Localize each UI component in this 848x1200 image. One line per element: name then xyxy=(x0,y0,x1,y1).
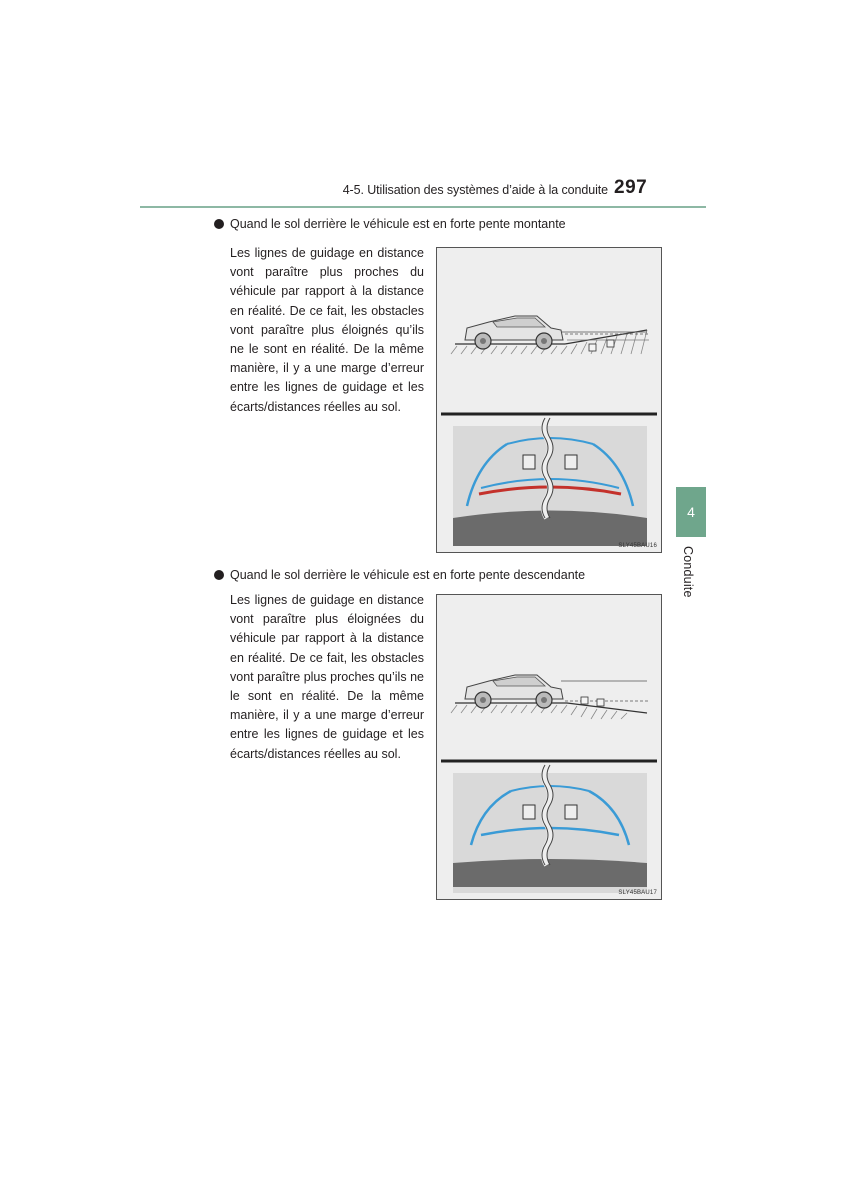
figure-downhill xyxy=(436,594,662,900)
side-view xyxy=(451,675,649,719)
chapter-tab[interactable] xyxy=(676,487,706,537)
chapter-label: Conduite xyxy=(681,546,695,598)
camera-view xyxy=(453,418,647,546)
figure-uphill xyxy=(436,247,662,553)
chapter-number: 4 xyxy=(687,504,695,520)
header-divider xyxy=(140,206,706,208)
figure-code: SLY45BAU17 xyxy=(618,890,657,896)
side-view xyxy=(451,316,649,354)
paragraph-downhill: Les lignes de guidage en distance vont paraître plus éloignées du véhicule par rapport à la distance en réalité. De ce fait, les obstacles vont paraître plus proches qu’ils ne le sont en réalité. De la même manière, il y a une marge d’erreur entre les lignes de guidage et les écarts/distances réelles au sol. xyxy=(230,593,424,761)
page-number: 297 xyxy=(614,177,648,198)
paragraph-uphill: Les lignes de guidage en distance vont paraître plus proches du véhicule par rapport à la distance en réalité. De ce fait, les obstacles vont paraître plus éloignés qu’ils ne le sont en réalité. De la même manière, il y a une marge d’erreur entre les lignes de guidage et les écarts/distances réelles au sol. xyxy=(230,246,424,414)
figure-code: SLY45BAU16 xyxy=(618,543,657,549)
uphill-illustration xyxy=(437,248,661,552)
bullet-uphill xyxy=(214,216,566,232)
bullet-dot-icon xyxy=(214,570,224,580)
camera-view xyxy=(453,765,647,893)
bullet-downhill xyxy=(214,567,585,583)
running-header-title: 4-5. Utilisation des systèmes d’aide à la conduite xyxy=(342,183,608,197)
bullet-dot-icon xyxy=(214,219,224,229)
downhill-illustration xyxy=(437,595,661,899)
bullet-downhill-text: Quand le sol derrière le véhicule est en forte pente descendante xyxy=(230,568,586,582)
bullet-uphill-text: Quand le sol derrière le véhicule est en forte pente montante xyxy=(230,217,566,231)
